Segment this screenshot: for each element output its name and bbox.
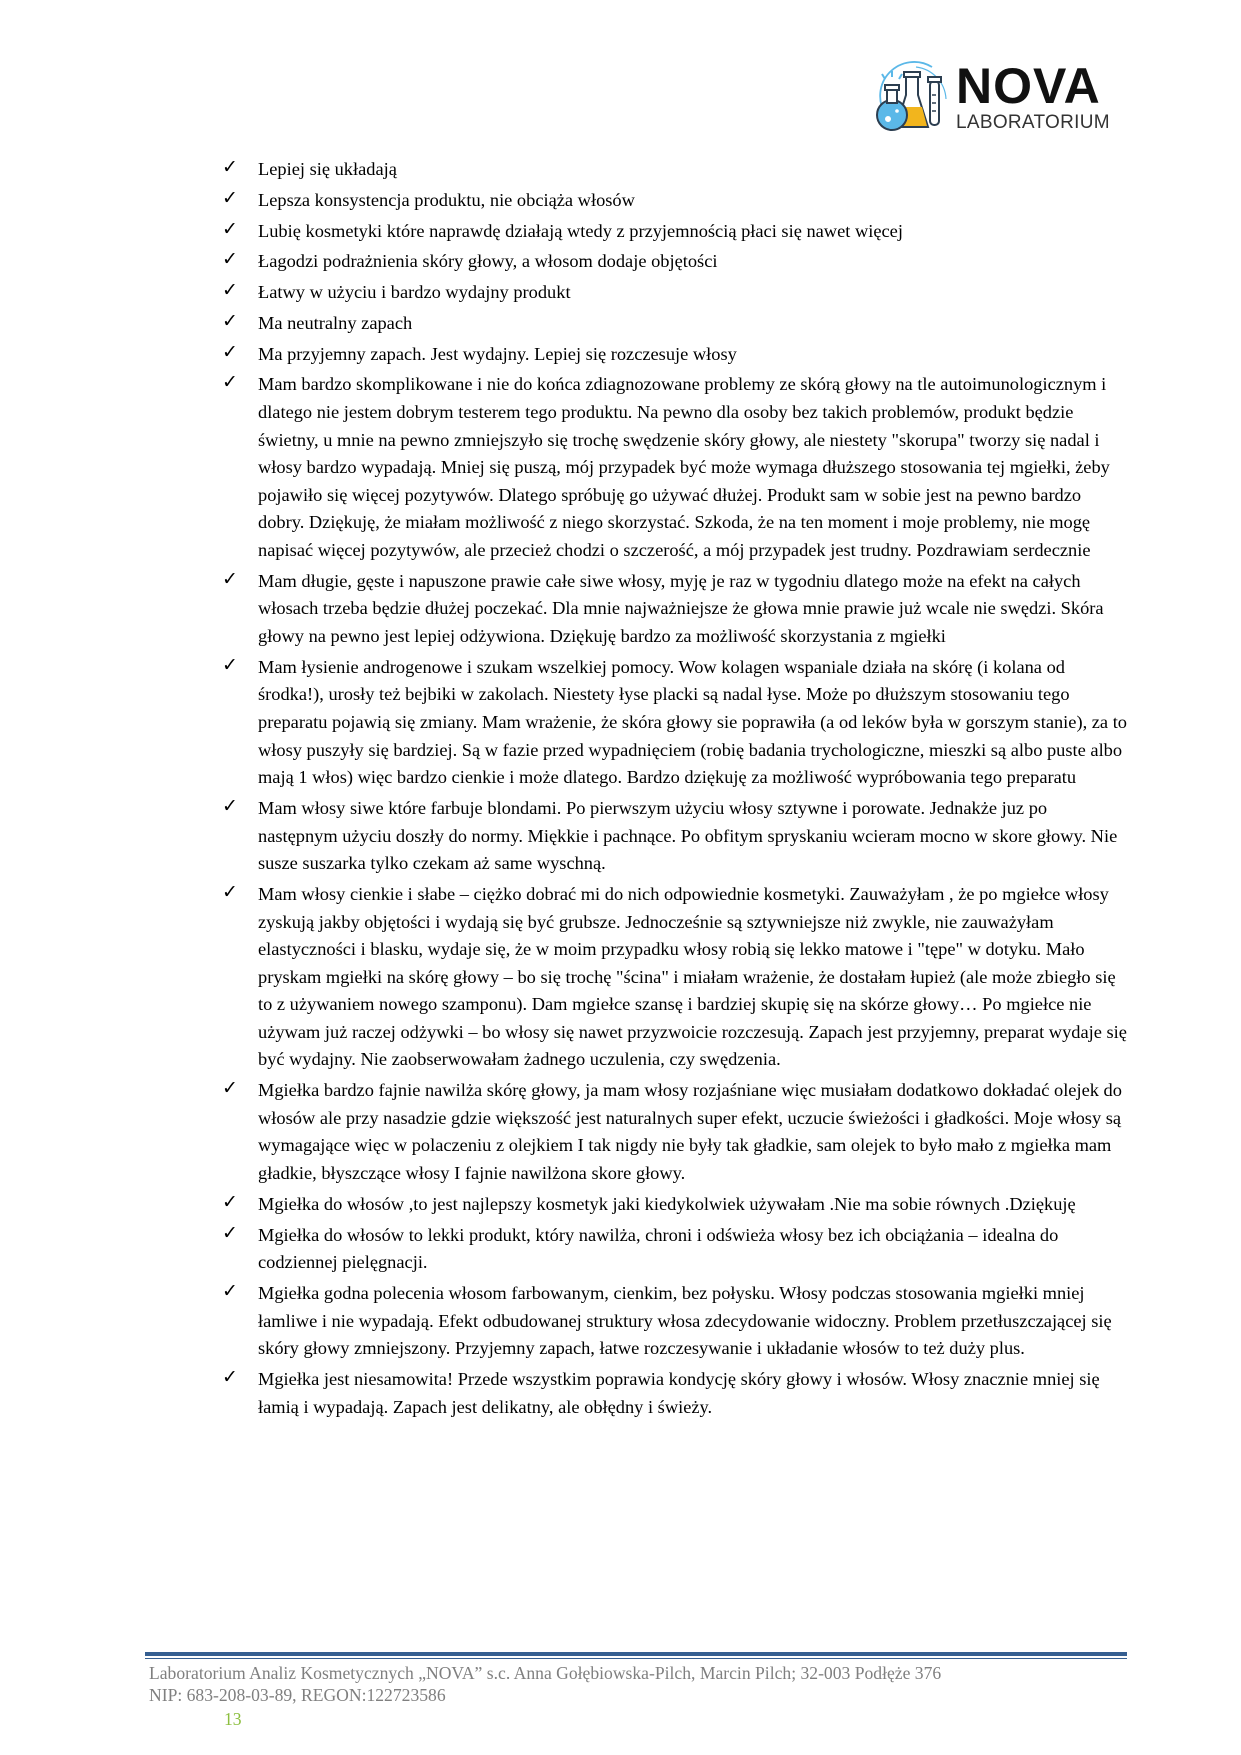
list-item-text: Mam włosy siwe które farbuje blondami. Po pierwszym użyciu włosy sztywne i porowate. Jednakże juz po następnym użyciu doszły do normy. Miękkie i pachnące. Po obfitym spryskaniu wcieram mocno w skore głowy. Nie susze suszarka tylko czekam aż same wyschną. — [258, 797, 1118, 874]
list-item-text: Mgiełka godna polecenia włosom farbowanym, cienkim, bez połysku. Włosy podczas stosowania mgiełki mniej łamliwe i nie wypadają. Efekt odbudowanej struktury włosa zdecydowanie widoczny. Problem przetłuszczającej się skóry głowy zmniejszony. Przyjemny zapach, łatwe rozczesywanie i układanie włosów to też duży plus. — [258, 1282, 1112, 1359]
checkmark-icon: ✓ — [222, 279, 238, 302]
list-item-text: Mam bardzo skomplikowane i nie do końca zdiagnozowane problemy ze skórą głowy na tle autoimunologicznym i dlatego nie jestem dobrym testerem tego produktu. Na pewno dla osoby bez takich problemów, produkt będzie świetny, u mnie na pewno zmniejszyło się trochę swędzenie skóry głowy, ale niestety "skorupa" tworzy się nadal i włosy bardzo wypadają. Mniej się puszą, mój przypadek być może wymaga dłuższego stosowania tej mgiełki, żeby pojawiło się więcej pozytywów. Dlatego spróbuję go używać dłużej. Produkt sam w sobie jest na pewno bardzo dobry. Dziękuję, że miałam możliwość z niego skorzystać. Szkoda, że na ten moment i moje problemy, nie mogę napisać więcej pozytywów, ale przecież chodzi o szczerość, a mój przypadek jest trudny. Pozdrawiam serdecznie — [258, 374, 1110, 561]
footer-divider-thick — [145, 1652, 1127, 1656]
list-item-text: Mam długie, gęste i napuszone prawie całe siwe włosy, myję je raz w tygodniu dlatego może na efekt na całych włosach trzeba będzie dłużej poczekać. Dla mnie najważniejsze że głowa mnie prawie już wcale nie swędzi. Skóra głowy na pewno jest lepiej odżywiona. Dziękuję bardzo za możliwość skorzystania z mgiełki — [258, 570, 1104, 646]
list-item-text: Lepiej się układają — [258, 159, 397, 179]
checkmark-icon: ✓ — [222, 1190, 238, 1213]
checkmark-icon: ✓ — [222, 371, 238, 394]
list-item-text: Ma neutralny zapach — [258, 312, 413, 333]
list-item-text: Ma przyjemny zapach. Jest wydajny. Lepiej się rozczesuje włosy — [258, 343, 737, 364]
list-item — [222, 654, 1127, 792]
list-item — [222, 218, 1127, 246]
list-item — [222, 1191, 1127, 1219]
checkmark-icon: ✓ — [222, 880, 238, 903]
list-item — [222, 1366, 1127, 1421]
checkmark-icon: ✓ — [222, 248, 238, 271]
list-item — [222, 187, 1127, 215]
list-item — [222, 881, 1127, 1074]
list-item — [222, 156, 1127, 184]
logo-subtitle: LABORATORIUM — [956, 111, 1110, 133]
checkmark-icon: ✓ — [222, 653, 238, 676]
checkmark-icon: ✓ — [222, 309, 238, 332]
checkmark-icon: ✓ — [222, 1221, 238, 1244]
list-item — [222, 1077, 1127, 1187]
list-item — [222, 248, 1127, 276]
list-item-text: Mgiełka do włosów to lekki produkt, który nawilża, chroni i odświeża włosy bez ich obciążania – idealna do codziennej pielęgnacji. — [258, 1224, 1059, 1273]
list-item — [222, 1222, 1127, 1277]
list-item-text: Łatwy w użyciu i bardzo wydajny produkt — [258, 282, 571, 303]
list-item — [222, 568, 1127, 651]
checkmark-icon: ✓ — [222, 1279, 238, 1302]
list-item — [222, 371, 1127, 564]
checkmark-icon: ✓ — [222, 1077, 238, 1100]
list-item-text: Mgiełka bardzo fajnie nawilża skórę głowy, ja mam włosy rozjaśniane więc musiałam dodatkowo dokładać olejek do włosów ale przy nasadzie gdzie większość jest naturalnych super efekt, uczucie świeżości i gładkości. Moje włosy są wymagające więc w polaczeniu z olejkiem I tak nigdy nie były tak gładkie, sam olejek to było mało z mgiełka mam gładkie, błyszczące włosy I fajnie nawilżona skore głowy. — [258, 1080, 1122, 1184]
list-item-text: Łagodzi podrażnienia skóry głowy, a włosom dodaje objętości — [258, 251, 718, 272]
review-list — [222, 156, 1127, 1424]
footer-divider — [145, 1652, 1127, 1659]
footer-company-line: Laboratorium Analiz Kosmetycznych „NOVA” s.c. Anna Gołębiowska-Pilch, Marcin Pilch; 32-003 Podłęże 376 — [149, 1663, 942, 1683]
footer-divider-thin — [145, 1658, 1127, 1659]
list-item-text: Mam łysienie androgenowe i szukam wszelkiej pomocy. Wow kolagen wspaniale działa na skórę (i kolana od środka!), urosły też bejbiki w zakolach. Niestety łyse placki są nadal łyse. Może po dłuższym stosowaniu tego preparatu pojawią się zmiany. Mam wrażenie, że skóra głowy sie poprawiła (a od leków była w gorszym stanie), za to włosy puszyły się bardziej. Są w fazie przed wypadnięciem (robię badania trychologiczne, mieszki są albo puste albo mają 1 włos) więc bardzo cienkie i może dlatego. Bardzo dziękuję za możliwość wypróbowania tego preparatu — [258, 656, 1127, 788]
lab-flasks-icon — [872, 55, 952, 137]
logo-name: NOVA — [956, 57, 1101, 114]
list-item — [222, 279, 1127, 307]
checkmark-icon: ✓ — [222, 186, 238, 209]
list-item-text: Lepsza konsystencja produktu, nie obciąża włosów — [258, 189, 635, 210]
footer — [149, 1662, 941, 1706]
list-item-text: Mgiełka jest niesamowita! Przede wszystkim poprawia kondycję skóry głowy i włosów. Włosy znacznie mniej się łamią i wypadają. Zapach jest delikatny, ale obłędny i świeży. — [258, 1368, 1100, 1417]
list-item — [222, 1280, 1127, 1363]
page-number: 13 — [224, 1709, 242, 1729]
list-item — [222, 795, 1127, 878]
checkmark-icon: ✓ — [222, 1365, 238, 1388]
checkmark-icon: ✓ — [222, 567, 238, 590]
footer-tax-ids: NIP: 683-208-03-89, REGON:122723586 — [149, 1685, 446, 1705]
list-item-text: Mam włosy cienkie i słabe – ciężko dobrać mi do nich odpowiednie kosmetyki. Zauważyłam , że po mgiełce włosy zyskują jakby objętości i wydają się być grubsze. Jednocześnie są sztywniejsze niż zwykle, nie zauważyłam elastyczności i blasku, wydaje się, że w moim przypadku włosy robią się lekko matowe i "tępe" w dotyku. Mało pryskam mgiełki na skórę głowy – bo się trochę "ścina" i miałam wrażenie, że dostałam łupież (ale może zbiegło się to z używaniem nowego szamponu). Dam mgiełce szansę i bardziej skupię się na skórze głowy… Po mgiełce nie używam już raczej odżywki – bo włosy się nawet przyzwoicie rozczesują. Zapach jest przyjemny, preparat wydaje się być wydajny. Nie zaobserwowałam żadnego uczulenia, czy swędzenia. — [258, 883, 1127, 1070]
checkmark-icon: ✓ — [222, 156, 238, 178]
nova-laboratorium-logo — [872, 55, 1112, 137]
checkmark-icon: ✓ — [222, 340, 238, 363]
checkmark-icon: ✓ — [222, 794, 238, 817]
list-item — [222, 310, 1127, 338]
list-item-text: Lubię kosmetyki które naprawdę działają wtedy z przyjemnością płaci się nawet więcej — [258, 220, 903, 241]
list-item-text: Mgiełka do włosów ,to jest najlepszy kosmetyk jaki kiedykolwiek używałam .Nie ma sobie równych .Dziękuję — [258, 1193, 1076, 1214]
checkmark-icon: ✓ — [222, 217, 238, 240]
list-item — [222, 341, 1127, 369]
